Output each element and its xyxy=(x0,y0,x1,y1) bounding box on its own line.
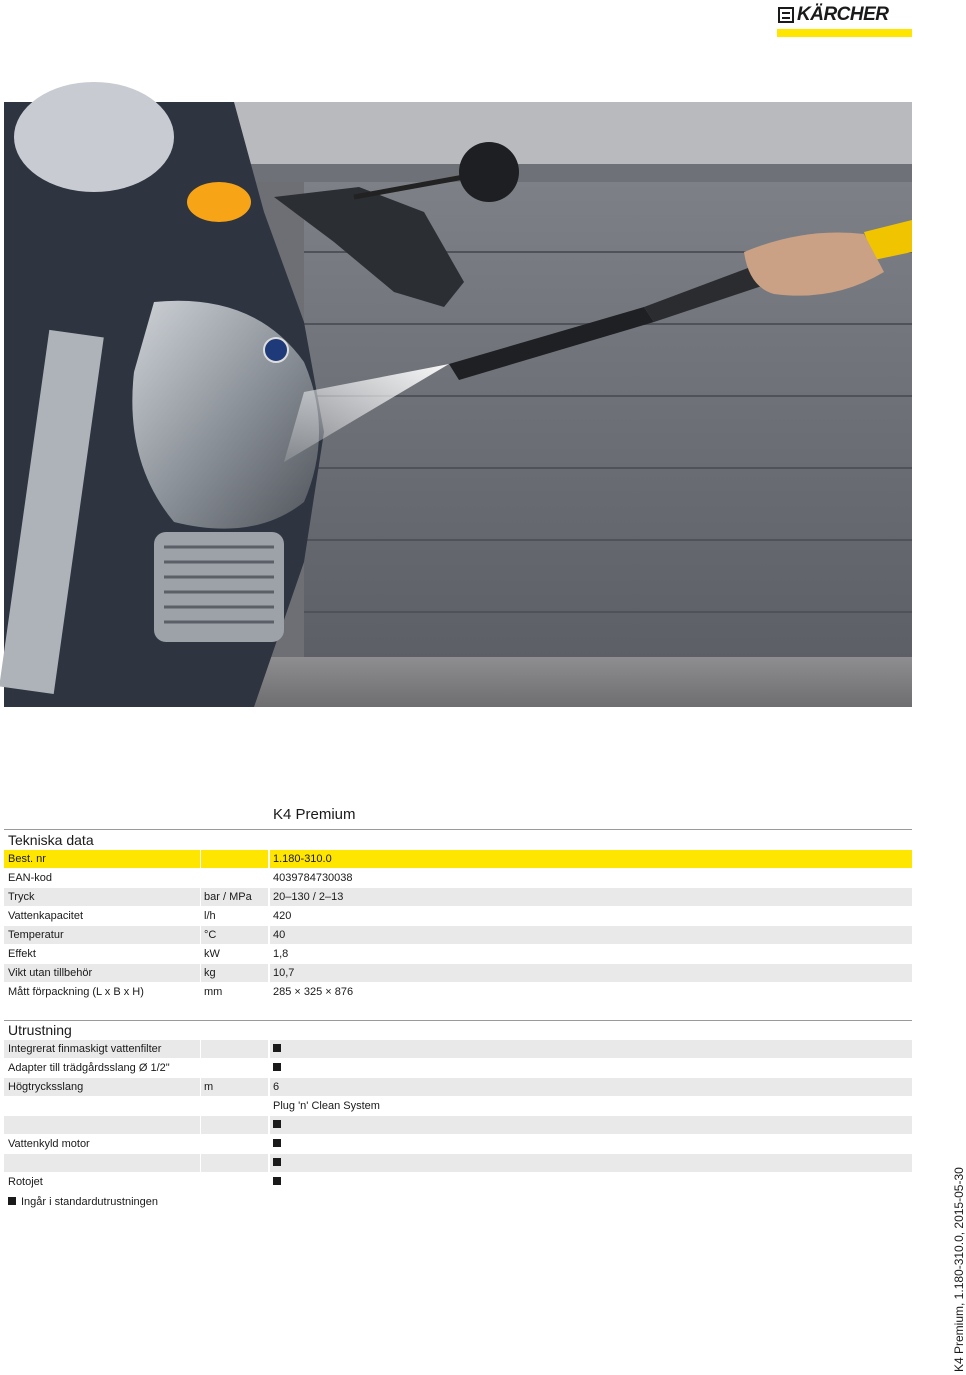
row-value: 10,7 xyxy=(270,964,912,982)
table-row xyxy=(4,907,912,926)
table-row xyxy=(4,926,912,945)
row-unit xyxy=(201,1040,268,1058)
row-value: 40 xyxy=(270,926,912,944)
motorcycle-cleaning-illustration xyxy=(4,102,912,707)
row-value: 1.180-310.0 xyxy=(270,850,912,868)
divider xyxy=(4,829,912,830)
row-value: 285 × 325 × 876 xyxy=(273,986,354,998)
row-label: Vattenkapacitet xyxy=(8,910,84,922)
table-row xyxy=(4,1040,912,1059)
row-unit: l/h xyxy=(204,910,216,922)
table-row xyxy=(4,1173,912,1192)
table-row xyxy=(4,1116,912,1135)
tech-heading: Tekniska data xyxy=(8,832,94,848)
included-bullet-icon xyxy=(273,1158,281,1166)
table-row xyxy=(4,1154,912,1173)
row-label: Tryck xyxy=(4,888,200,906)
row-label xyxy=(4,1097,200,1115)
included-bullet-icon xyxy=(273,1120,281,1128)
legend xyxy=(8,1195,158,1209)
row-unit: mm xyxy=(204,986,223,998)
row-unit xyxy=(201,1097,268,1115)
table-row xyxy=(4,983,912,1002)
row-value xyxy=(270,1116,912,1134)
included-bullet-icon xyxy=(273,1177,281,1185)
karcher-logo xyxy=(777,4,912,36)
row-unit xyxy=(201,1135,268,1153)
included-bullet-icon xyxy=(8,1197,16,1205)
row-unit xyxy=(201,1116,268,1134)
row-label xyxy=(4,1154,200,1172)
row-label: Högtrycksslang xyxy=(4,1078,200,1096)
table-row xyxy=(4,1097,912,1116)
table-row xyxy=(4,888,912,907)
row-unit: m xyxy=(201,1078,268,1096)
row-unit xyxy=(201,1154,268,1172)
row-unit: kg xyxy=(201,964,268,982)
table-row xyxy=(4,1059,912,1078)
row-value: 4039784730038 xyxy=(273,872,353,884)
row-value: 420 xyxy=(273,910,292,922)
row-value xyxy=(270,1173,912,1191)
divider xyxy=(4,1020,912,1021)
row-unit xyxy=(201,1059,268,1077)
table-row xyxy=(4,850,912,869)
row-value xyxy=(270,1059,912,1077)
included-bullet-icon xyxy=(273,1063,281,1071)
row-value xyxy=(270,1040,912,1058)
equipment-heading: Utrustning xyxy=(8,1022,72,1038)
table-row xyxy=(4,1135,912,1154)
row-label: EAN-kod xyxy=(8,872,53,884)
row-unit: °C xyxy=(201,926,268,944)
table-row xyxy=(4,869,912,888)
row-unit: kW xyxy=(204,948,220,960)
row-value: 6 xyxy=(270,1078,912,1096)
included-bullet-icon xyxy=(273,1044,281,1052)
row-unit xyxy=(201,1173,268,1191)
row-label: Integrerat finmaskigt vattenfilter xyxy=(4,1040,200,1058)
logo-yellow-bar xyxy=(777,29,912,37)
row-value xyxy=(270,1154,912,1172)
row-label: Vattenkyld motor xyxy=(8,1138,90,1150)
row-label: Best. nr xyxy=(4,850,200,868)
row-label: Rotojet xyxy=(8,1176,43,1188)
row-value: Plug 'n' Clean System xyxy=(273,1100,380,1112)
product-title: K4 Premium xyxy=(273,806,356,823)
row-label: Temperatur xyxy=(4,926,200,944)
table-row xyxy=(4,1078,912,1097)
brand-name: KÄRCHER xyxy=(797,4,889,25)
product-photo xyxy=(4,102,912,707)
row-value: 1,8 xyxy=(273,948,289,960)
table-row xyxy=(4,945,912,964)
side-label: K4 Premium, 1.180-310.0, 2015-05-30 xyxy=(952,1167,966,1372)
row-unit xyxy=(201,850,268,868)
row-label: Effekt xyxy=(8,948,36,960)
row-label: Adapter till trädgårdsslang Ø 1/2" xyxy=(8,1062,170,1074)
row-unit: bar / MPa xyxy=(201,888,268,906)
table-row xyxy=(4,964,912,983)
karcher-mark-icon xyxy=(778,7,794,23)
included-bullet-icon xyxy=(273,1139,281,1147)
row-label xyxy=(4,1116,200,1134)
legend-text: Ingår i standardutrustningen xyxy=(21,1196,158,1208)
row-label: Mått förpackning (L x B x H) xyxy=(8,986,144,998)
row-value: 20–130 / 2–13 xyxy=(270,888,912,906)
row-value xyxy=(270,1135,912,1153)
row-unit xyxy=(201,869,268,887)
row-label: Vikt utan tillbehör xyxy=(4,964,200,982)
